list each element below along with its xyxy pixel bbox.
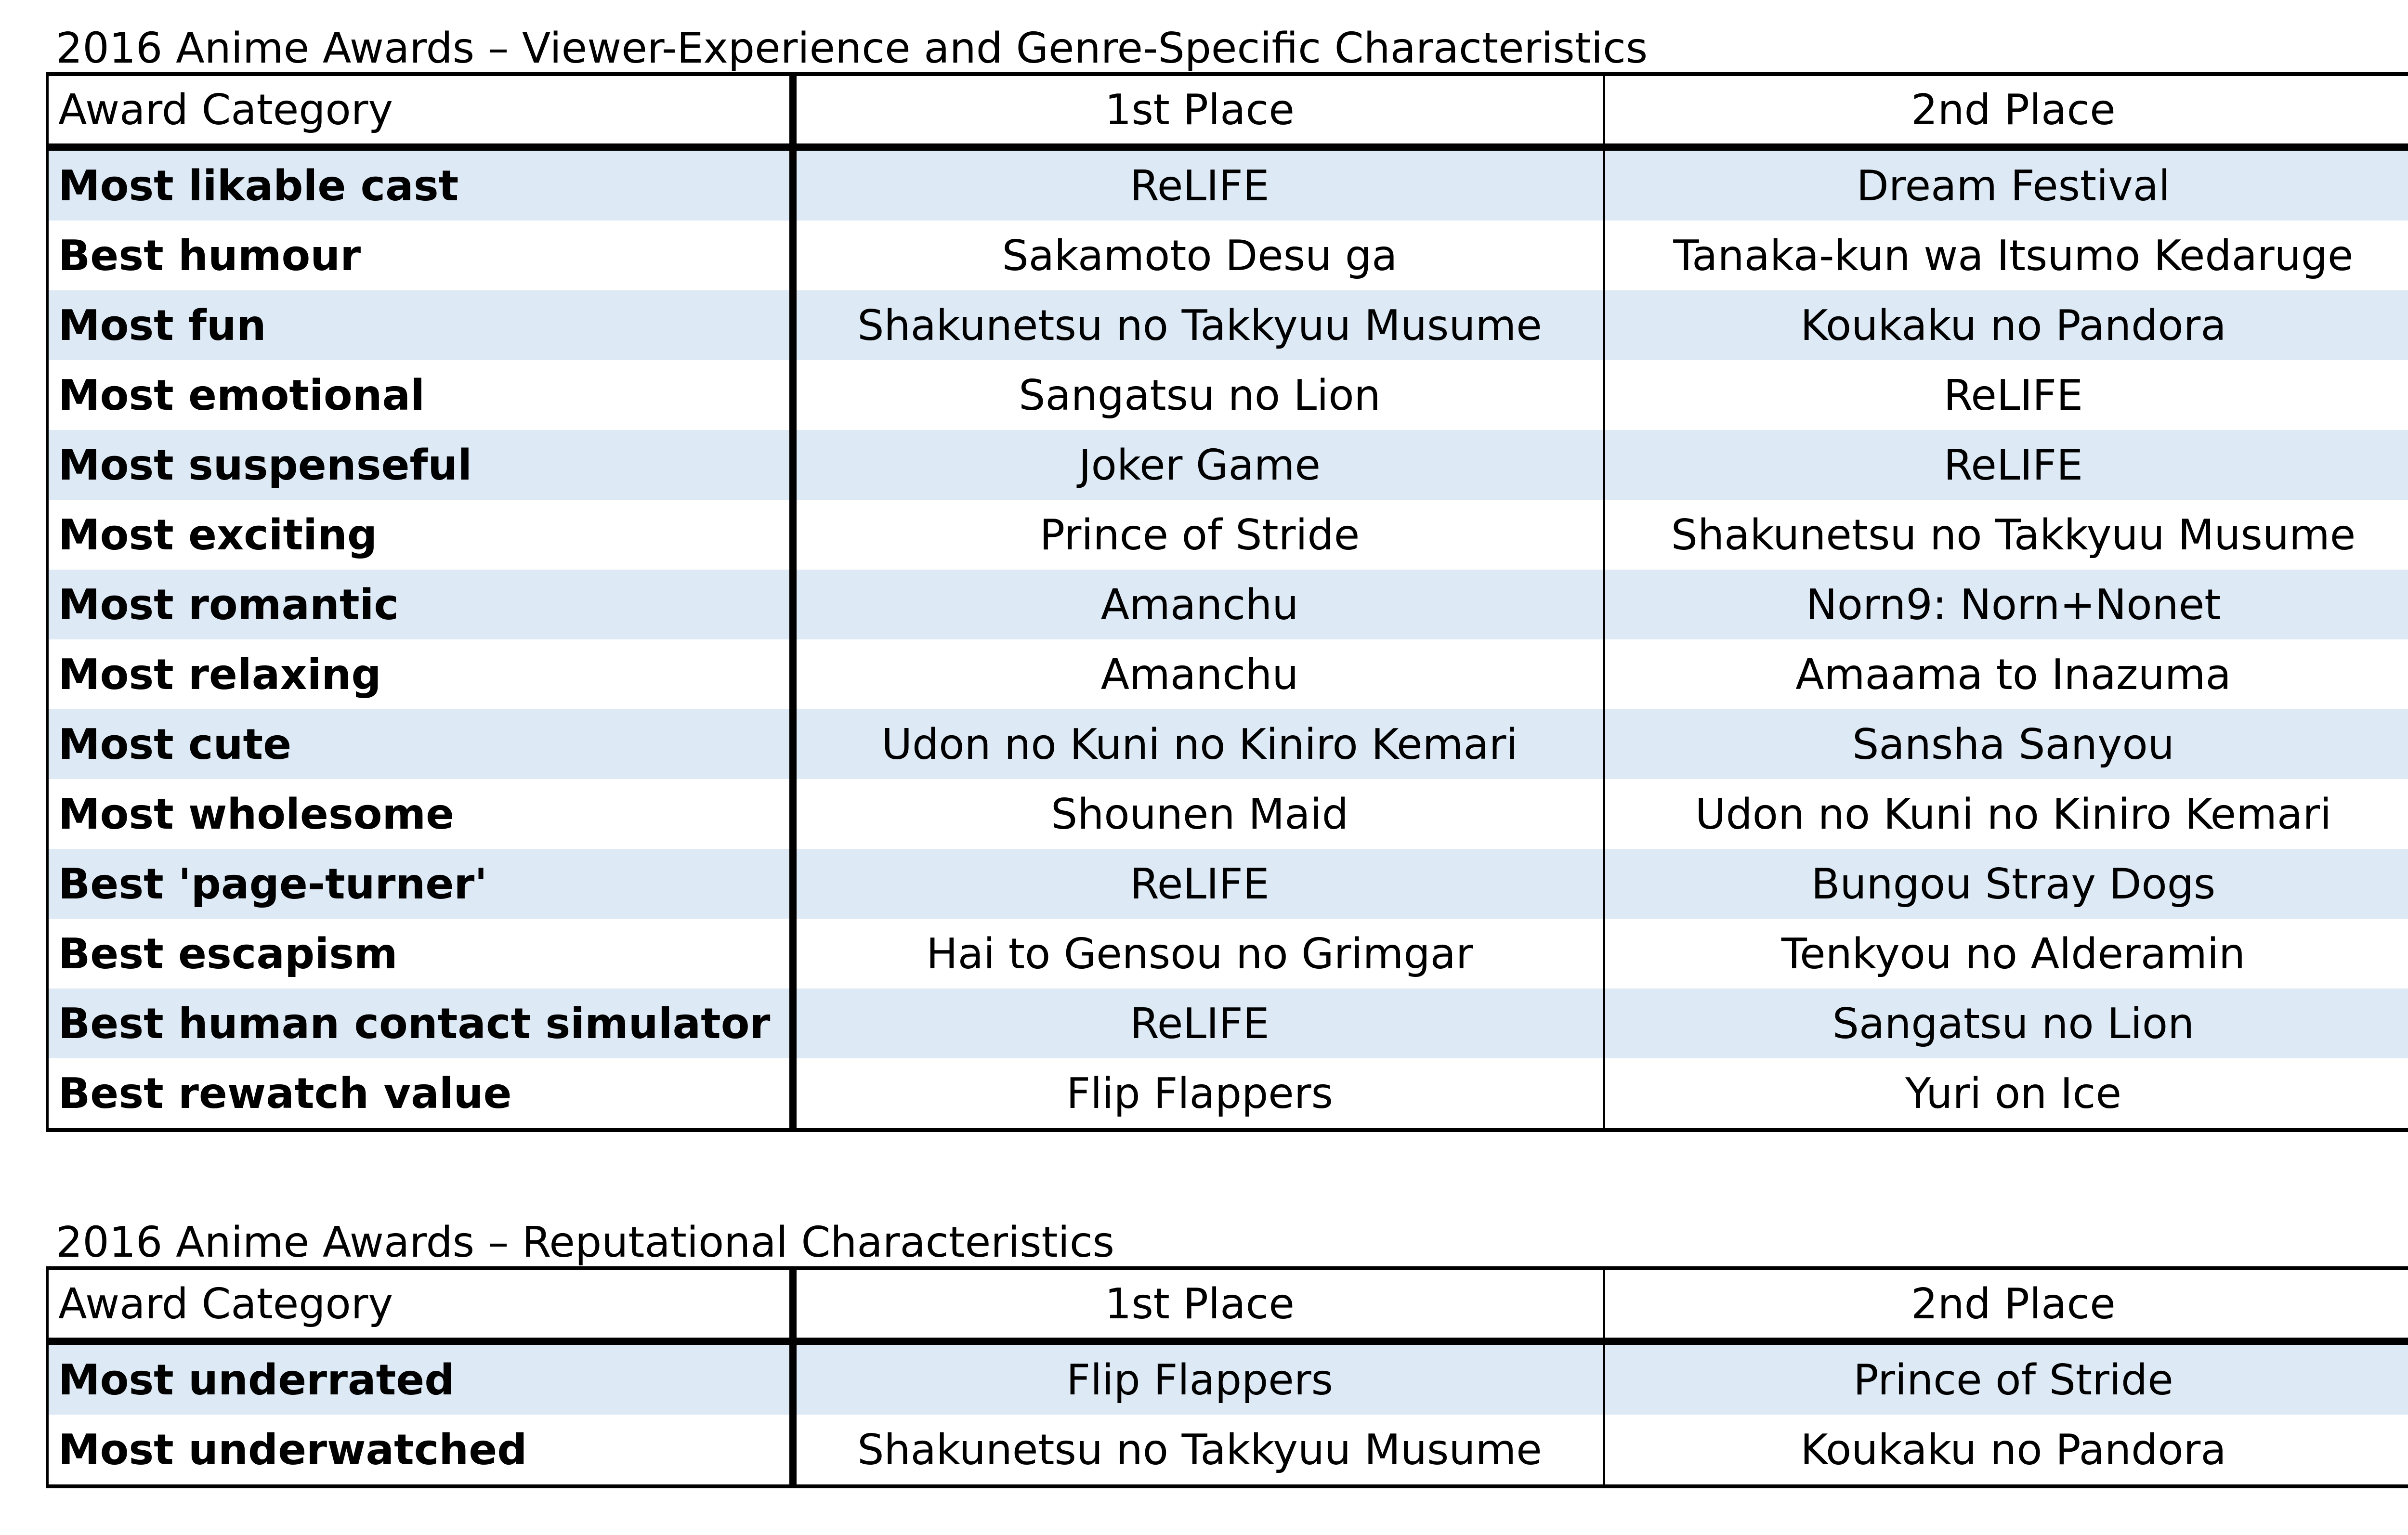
first-place: Sangatsu no Lion <box>793 360 1604 430</box>
award-category: Most underrated <box>48 1341 793 1415</box>
header-award-category: Award Category <box>48 74 793 147</box>
table-row <box>48 779 2408 849</box>
award-category: Most fun <box>48 290 793 360</box>
award-category: Most cute <box>48 709 793 779</box>
table-title: 2016 Anime Awards – Viewer-Experience and Genre-Specific Characteristics <box>56 24 1648 73</box>
table-row <box>48 919 2408 989</box>
table-row <box>48 430 2408 500</box>
second-place: Shakunetsu no Takkyuu Musume <box>1604 500 2408 570</box>
table-row <box>48 221 2408 290</box>
second-place: Sansha Sanyou <box>1604 709 2408 779</box>
second-place: Bungou Stray Dogs <box>1604 849 2408 919</box>
table-row <box>48 1341 2408 1415</box>
award-category: Best rewatch value <box>48 1058 793 1130</box>
first-place: Shakunetsu no Takkyuu Musume <box>793 1415 1604 1486</box>
second-place: Koukaku no Pandora <box>1604 1415 2408 1486</box>
award-category: Most romantic <box>48 570 793 639</box>
second-place: ReLIFE <box>1604 360 2408 430</box>
reputational-table <box>46 1266 2408 1488</box>
table-row <box>48 1058 2408 1130</box>
first-place: Amanchu <box>793 639 1604 709</box>
second-place: Norn9: Norn+Nonet <box>1604 570 2408 639</box>
first-place: ReLIFE <box>793 147 1604 221</box>
first-place: Prince of Stride <box>793 500 1604 570</box>
header-row <box>48 1268 2408 1341</box>
header-first-place: 1st Place <box>793 74 1604 147</box>
first-place: Udon no Kuni no Kiniro Kemari <box>793 709 1604 779</box>
first-place: ReLIFE <box>793 849 1604 919</box>
award-category: Best human contact simulator <box>48 989 793 1058</box>
table-row <box>48 570 2408 639</box>
second-place: Udon no Kuni no Kiniro Kemari <box>1604 779 2408 849</box>
award-category: Most underwatched <box>48 1415 793 1486</box>
table-row <box>48 500 2408 570</box>
table-row <box>48 989 2408 1058</box>
award-category: Most suspenseful <box>48 430 793 500</box>
viewer-experience-table <box>46 72 2408 1132</box>
first-place: Sakamoto Desu ga <box>793 221 1604 290</box>
second-place: Amaama to Inazuma <box>1604 639 2408 709</box>
first-place: Flip Flappers <box>793 1341 1604 1415</box>
header-award-category: Award Category <box>48 1268 793 1341</box>
award-category: Best humour <box>48 221 793 290</box>
first-place: Hai to Gensou no Grimgar <box>793 919 1604 989</box>
second-place: Tanaka-kun wa Itsumo Kedaruge <box>1604 221 2408 290</box>
award-category: Best escapism <box>48 919 793 989</box>
first-place: Shakunetsu no Takkyuu Musume <box>793 290 1604 360</box>
awards-section-viewer-experience <box>46 24 2408 1132</box>
header-second-place: 2nd Place <box>1604 74 2408 147</box>
second-place: Prince of Stride <box>1604 1341 2408 1415</box>
table-title: 2016 Anime Awards – Reputational Characteristics <box>56 1218 1114 1267</box>
table-row <box>48 849 2408 919</box>
table-row <box>48 290 2408 360</box>
table-row <box>48 360 2408 430</box>
second-place: Sangatsu no Lion <box>1604 989 2408 1058</box>
award-category: Best 'page-turner' <box>48 849 793 919</box>
second-place: Koukaku no Pandora <box>1604 290 2408 360</box>
table-row <box>48 1415 2408 1486</box>
first-place: Joker Game <box>793 430 1604 500</box>
header-second-place: 2nd Place <box>1604 1268 2408 1341</box>
first-place: Shounen Maid <box>793 779 1604 849</box>
first-place: ReLIFE <box>793 989 1604 1058</box>
table-row <box>48 709 2408 779</box>
award-category: Most relaxing <box>48 639 793 709</box>
header-first-place: 1st Place <box>793 1268 1604 1341</box>
award-category: Most emotional <box>48 360 793 430</box>
header-row <box>48 74 2408 147</box>
awards-section-reputational <box>46 1218 2408 1488</box>
table-row <box>48 639 2408 709</box>
second-place: Tenkyou no Alderamin <box>1604 919 2408 989</box>
table-row <box>48 147 2408 221</box>
award-category: Most wholesome <box>48 779 793 849</box>
award-category: Most likable cast <box>48 147 793 221</box>
second-place: ReLIFE <box>1604 430 2408 500</box>
first-place: Flip Flappers <box>793 1058 1604 1130</box>
second-place: Yuri on Ice <box>1604 1058 2408 1130</box>
second-place: Dream Festival <box>1604 147 2408 221</box>
award-category: Most exciting <box>48 500 793 570</box>
first-place: Amanchu <box>793 570 1604 639</box>
